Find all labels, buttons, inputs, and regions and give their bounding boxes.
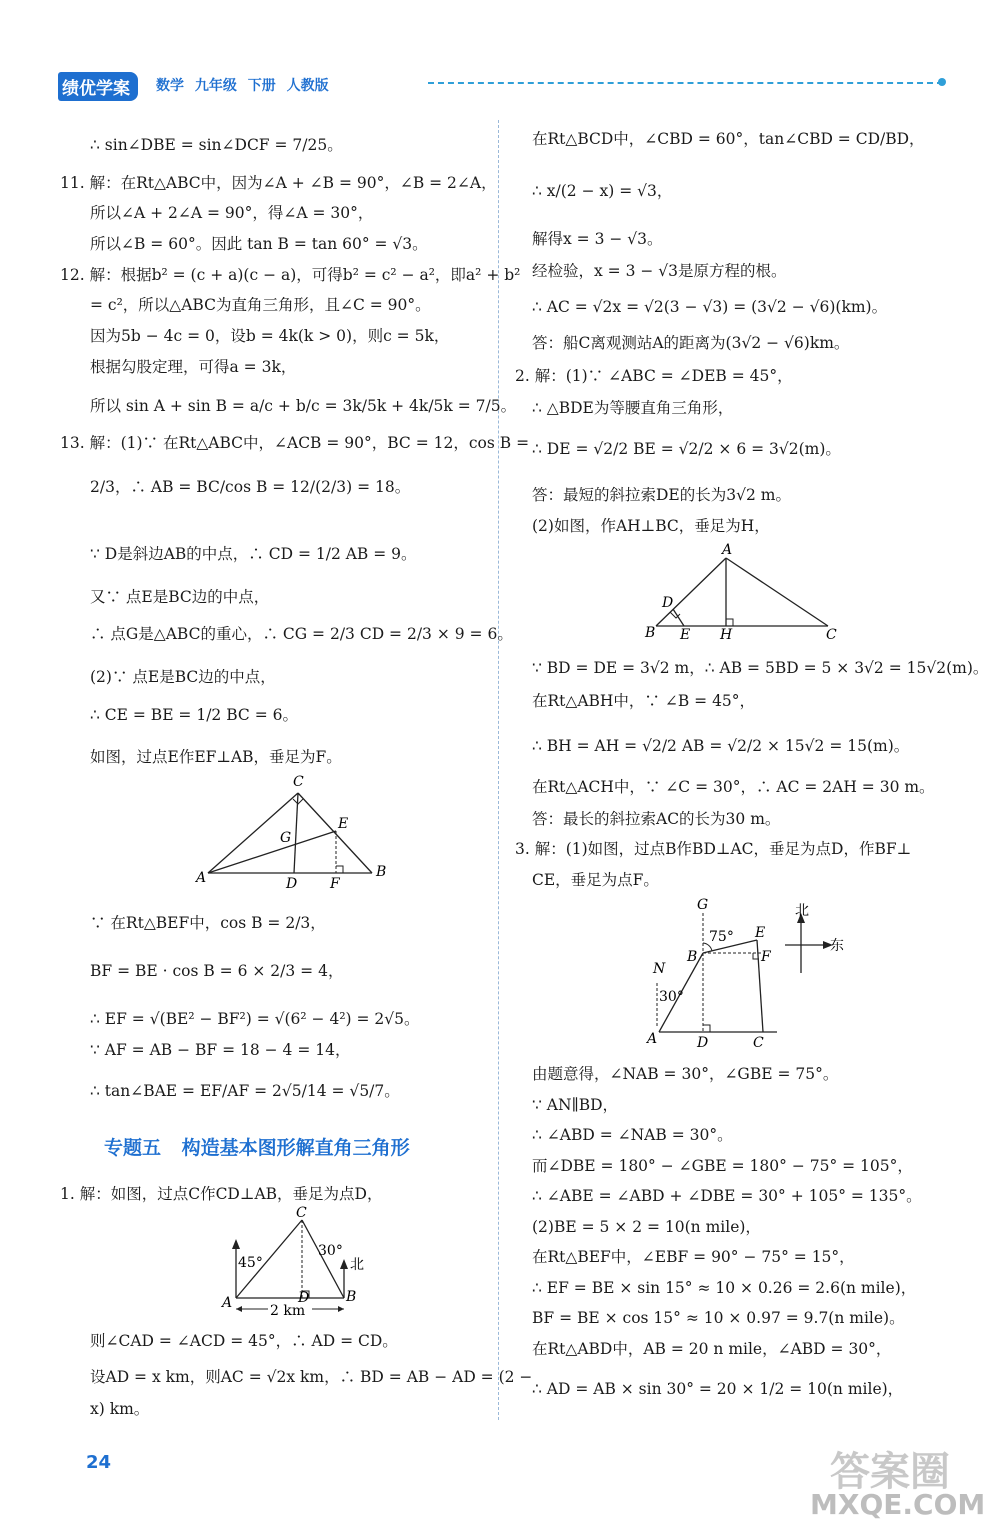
text-line: x) km。 (90, 1400, 150, 1418)
fig-label: C (293, 774, 304, 790)
text-line: 经检验，x = 3 − √3是原方程的根。 (532, 262, 787, 280)
text-line: (2)BE = 5 × 2 = 10(n mile)， (532, 1218, 761, 1236)
fig-label: D (286, 876, 298, 892)
text-line: ∴ sin∠DBE = sin∠DCF = 7/25。 (90, 136, 343, 154)
text-line: 如图，过点E作EF⊥AB，垂足为F。 (90, 748, 342, 766)
text-line: CE，垂足为点F。 (532, 871, 659, 889)
text-line: 在Rt△ACH中，∵ ∠C = 30°，∴ AC = 2AH = 30 m。 (532, 778, 935, 796)
text-line: = c²，所以△ABC为直角三角形，且∠C = 90°。 (90, 296, 431, 314)
fig-label: D (298, 1290, 310, 1306)
text-line: ∵ 在Rt△BEF中，cos B = 2/3， (90, 914, 326, 932)
brand-label: 绩优学案 (58, 72, 138, 101)
text-line: 则∠CAD = ∠ACD = 45°，∴ AD = CD。 (90, 1332, 398, 1350)
fig-label: B (645, 625, 656, 641)
fig-label: 45° (238, 1255, 263, 1271)
fig-label: E (680, 627, 691, 643)
fig-label: F (330, 876, 340, 892)
text-line: ∵ AN∥BD， (532, 1096, 619, 1114)
text-line: ∴ ∠ABE = ∠ABD + ∠DBE = 30° + 105° = 135°。 (532, 1187, 922, 1205)
text-line: ∴ AC = √2x = √2(3 − √3) = (3√2 − √6)(km)。 (532, 298, 888, 316)
text-line: 所以∠B = 60°。因此 tan B = tan 60° = √3。 (90, 235, 428, 253)
figure-ship (220, 1205, 380, 1325)
fig-label: B (346, 1289, 357, 1305)
figure-triangle-centroid (190, 770, 400, 895)
text-line: 而∠DBE = 180° − ∠GBE = 180° − 75° = 105°， (532, 1157, 913, 1175)
text-line: ∴ ∠ABD = ∠NAB = 30°。 (532, 1126, 733, 1144)
header-dot (938, 78, 946, 86)
text-line: ∴ AD = AB × sin 30° = 20 × 1/2 = 10(n mile)， (532, 1380, 904, 1398)
fig-label: 30° (659, 989, 684, 1005)
text-line: 根据勾股定理，可得a = 3k， (90, 358, 297, 376)
column-divider (498, 120, 499, 1420)
text-line: 设AD = x km，则AC = √2x km，∴ BD = AB − AD = (2 − (90, 1368, 533, 1386)
text-line: 在Rt△BCD中，∠CBD = 60°，tan∠CBD = CD/BD， (532, 130, 925, 148)
text-line: 所以∠A + 2∠A = 90°，得∠A = 30°， (90, 204, 374, 222)
fig-label: 30° (318, 1243, 343, 1259)
header-dashed-line (428, 82, 943, 84)
text-line: 1. 解：如图，过点C作CD⊥AB，垂足为点D， (60, 1185, 383, 1203)
text-line: 所以 sin A + sin B = a/c + b/c = 3k/5k + 4k/5k = 7/5。 (90, 397, 517, 415)
text-line: 又∵ 点E是BC边的中点， (90, 588, 270, 606)
fig-label: B (376, 864, 387, 880)
text-line: 12. 解：根据b² = (c + a)(c − a)，可得b² = c² − a²，即a² + b² (60, 266, 521, 284)
fig-label: D (697, 1035, 709, 1051)
text-line: 答：船C离观测站A的距离为(3√2 − √6)km。 (532, 334, 850, 352)
fig-label: C (826, 627, 837, 643)
text-line: ∴ DE = √2/2 BE = √2/2 × 6 = 3√2(m)。 (532, 440, 841, 458)
fig-label: C (753, 1035, 764, 1051)
text-line: ∴ CE = BE = 1/2 BC = 6。 (90, 706, 298, 724)
text-line: ∴ EF = √(BE² − BF²) = √(6² − 4²) = 2√5。 (90, 1010, 420, 1028)
fig-label: 东 (830, 938, 844, 954)
figure-cable-triangle (640, 540, 850, 645)
text-line: ∵ AF = AB − BF = 18 − 4 = 14， (90, 1041, 351, 1059)
text-line: 2/3，∴ AB = BC/cos B = 12/(2/3) = 18。 (90, 478, 411, 496)
text-line: ∴ 点G是△ABC的重心，∴ CG = 2/3 CD = 2/3 × 9 = 6。 (90, 625, 513, 643)
fig-label: 北 (795, 903, 809, 919)
watermark-logo: 答案圈 (830, 1449, 950, 1495)
fig-label: 75° (709, 929, 734, 945)
fig-label: G (280, 830, 292, 846)
page-header (58, 70, 948, 100)
fig-label: A (722, 542, 733, 558)
text-line: ∵ D是斜边AB的中点，∴ CD = 1/2 AB = 9。 (90, 545, 417, 563)
fig-label: N (653, 961, 666, 977)
text-line: 在Rt△ABD中，AB = 20 n mile，∠ABD = 30°， (532, 1340, 892, 1358)
fig-label: F (761, 949, 771, 965)
section-title: 专题五 构造基本图形解直角三角形 (104, 1137, 410, 1159)
text-line: (2)如图，作AH⊥BC，垂足为H， (532, 517, 770, 535)
text-line: 13. 解：(1)∵ 在Rt△ABC中，∠ACB = 90°，BC = 12，cos B = (60, 434, 530, 452)
text-line: ∵ BD = DE = 3√2 m，∴ AB = 5BD = 5 × 3√2 = 15√2(m)。 (532, 659, 989, 677)
text-line: 在Rt△ABH中，∵ ∠B = 45°， (532, 692, 756, 710)
fig-label: H (720, 627, 733, 643)
text-line: 11. 解：在Rt△ABC中，因为∠A + ∠B = 90°，∠B = 2∠A， (60, 174, 497, 192)
text-line: ∴ EF = BE × sin 15° ≈ 10 × 0.26 = 2.6(n mile)， (532, 1279, 917, 1297)
text-line: (2)∵ 点E是BC边的中点， (90, 668, 276, 686)
text-line: 在Rt△BEF中，∠EBF = 90° − 75° = 15°， (532, 1248, 855, 1266)
fig-label: A (647, 1031, 658, 1047)
text-line: ∴ tan∠BAE = EF/AF = 2√5/14 = √5/7。 (90, 1082, 400, 1100)
text-line: 因为5b − 4c = 0，设b = 4k(k > 0)，则c = 5k， (90, 327, 450, 345)
fig-label: E (338, 816, 349, 832)
text-line: 由题意得，∠NAB = 30°，∠GBE = 75°。 (532, 1065, 839, 1083)
text-line: BF = BE · cos B = 6 × 2/3 = 4， (90, 962, 344, 980)
fig-label: A (222, 1295, 233, 1311)
fig-label: D (662, 595, 674, 611)
watermark-site: MXQE.COM (810, 1488, 986, 1521)
text-line: 解得x = 3 − √3。 (532, 230, 663, 248)
fig-label: C (296, 1205, 307, 1221)
text-line: ∴ BH = AH = √2/2 AB = √2/2 × 15√2 = 15(m)。 (532, 737, 910, 755)
text-line: 3. 解：(1)如图，过点B作BD⊥AC，垂足为点D，作BF⊥ (515, 840, 912, 858)
fig-label: 北 (350, 1257, 364, 1273)
text-line: 答：最长的斜拉索AC的长为30 m。 (532, 810, 781, 828)
text-line: 2. 解：(1)∵ ∠ABC = ∠DEB = 45°， (515, 367, 793, 385)
text-line: ∴ x/(2 − x) = √3， (532, 182, 673, 200)
figure-navigation (645, 895, 855, 1055)
book-subtitle: 数学 九年级 下册 人教版 (156, 78, 329, 94)
fig-label: 2 km (270, 1303, 306, 1319)
page-number: 24 (86, 1452, 112, 1473)
fig-label: E (755, 925, 766, 941)
fig-label: A (196, 870, 207, 886)
text-line: BF = BE × cos 15° ≈ 10 × 0.97 = 9.7(n mile)。 (532, 1309, 905, 1327)
text-line: 答：最短的斜拉索DE的长为3√2 m。 (532, 486, 791, 504)
fig-label: G (697, 897, 709, 913)
text-line: ∴ △BDE为等腰直角三角形， (532, 399, 734, 417)
fig-label: B (687, 949, 698, 965)
